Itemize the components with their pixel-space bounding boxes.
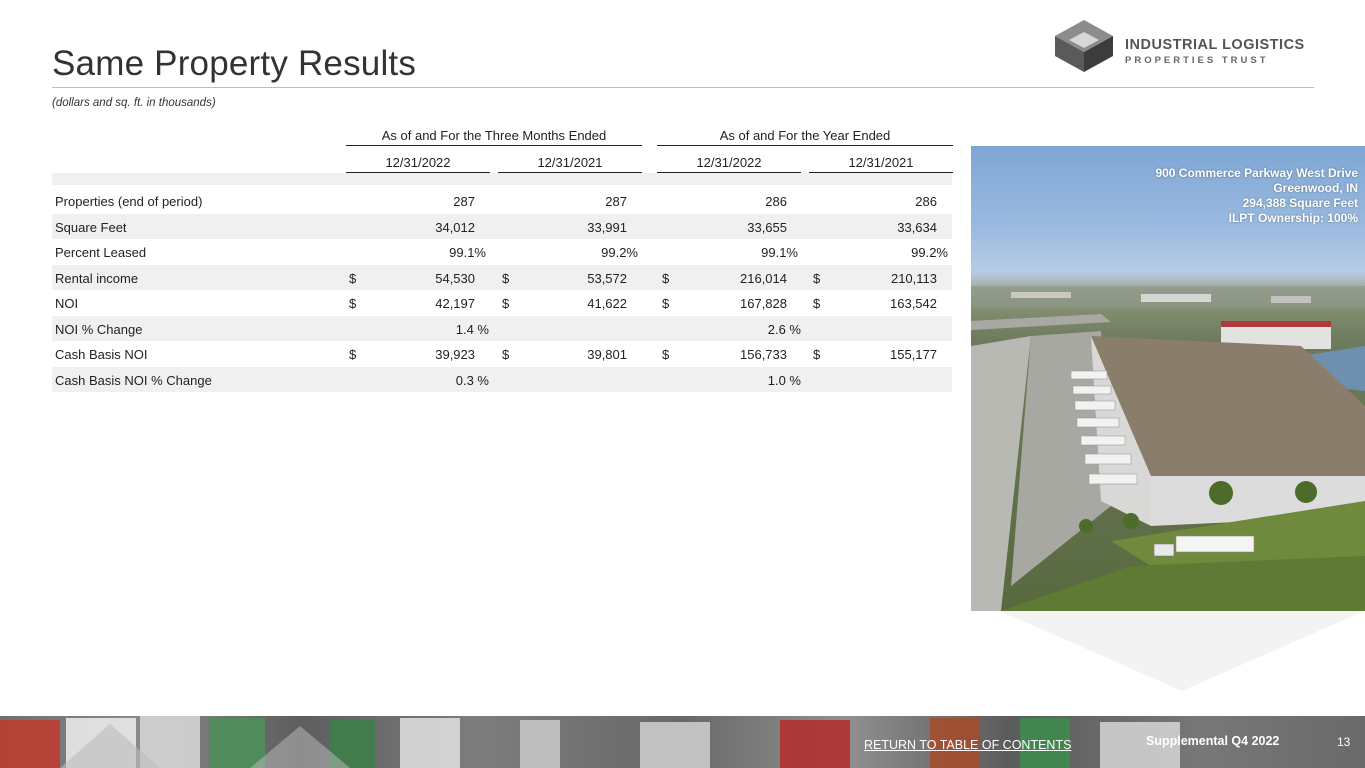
column-header: 12/31/2021	[537, 155, 603, 170]
cell-value: 210,113	[890, 270, 937, 286]
column-header: 12/31/2021	[848, 155, 914, 170]
cell-value: 286	[915, 194, 937, 209]
cell-value: 1.4 %	[455, 321, 489, 337]
cell-value: 42,197	[435, 296, 475, 311]
table-row	[52, 188, 952, 214]
cell-value: 99.1%	[761, 245, 798, 260]
cell-value: 286	[765, 194, 787, 209]
logo-text-secondary: PROPERTIES TRUST	[1125, 55, 1269, 66]
cell-value: 99.2%	[601, 245, 638, 260]
table-row	[52, 239, 952, 265]
cell-value: 99.2%	[911, 245, 948, 260]
currency-symbol: $	[502, 270, 510, 286]
group-rule	[346, 145, 642, 146]
supplemental-label: Supplemental Q4 2022	[1146, 734, 1280, 748]
cell-value: 2.6 %	[767, 321, 801, 337]
table-row	[52, 290, 952, 316]
cell-value: 156,733	[740, 347, 787, 362]
page-title: Same Property Results	[52, 44, 417, 83]
group-header-three-months: As of and For the Three Months Ended	[381, 128, 607, 143]
cell-value: 33,634	[897, 219, 937, 235]
cell-value: 54,530	[435, 270, 475, 286]
row-label: Square Feet	[55, 219, 127, 235]
table-row	[52, 214, 952, 240]
row-label: Properties (end of period)	[55, 194, 203, 209]
cell-value: 33,991	[587, 219, 627, 235]
return-to-toc-link[interactable]: RETURN TO TABLE OF CONTENTS	[864, 738, 1072, 752]
table-row	[52, 316, 952, 342]
currency-symbol: $	[502, 347, 510, 362]
currency-symbol: $	[813, 296, 821, 311]
currency-symbol: $	[502, 296, 510, 311]
row-label: NOI % Change	[55, 321, 143, 337]
row-label: Cash Basis NOI	[55, 347, 148, 362]
logo-text-primary: INDUSTRIAL LOGISTICS	[1125, 37, 1305, 53]
table-spacer-row	[52, 173, 952, 185]
decorative-chevron	[1000, 611, 1364, 691]
currency-symbol: $	[813, 347, 821, 362]
currency-symbol: $	[349, 270, 357, 286]
cell-value: 39,801	[587, 347, 627, 362]
cell-value: 99.1%	[449, 245, 486, 260]
row-label: NOI	[55, 296, 79, 311]
photo-caption-address: 900 Commerce Parkway West Drive	[1155, 166, 1358, 180]
cell-value: 33,655	[747, 219, 787, 235]
cell-value: 216,014	[740, 270, 787, 286]
cell-value: 167,828	[740, 296, 787, 311]
table-row	[52, 367, 952, 393]
currency-symbol: $	[813, 270, 821, 286]
cell-value: 163,542	[890, 296, 937, 311]
footer-banner	[0, 716, 1365, 768]
table-row	[52, 265, 952, 291]
cell-value: 53,572	[587, 270, 627, 286]
photo-caption-square-feet: 294,388 Square Feet	[1242, 196, 1358, 210]
cell-value: 287	[453, 194, 475, 209]
group-rule	[657, 145, 953, 146]
company-logo	[1053, 18, 1323, 76]
property-photo	[971, 146, 1365, 611]
cell-value: 39,923	[435, 347, 475, 362]
currency-symbol: $	[662, 347, 670, 362]
row-label: Percent Leased	[55, 245, 147, 260]
column-header: 12/31/2022	[696, 155, 762, 170]
cell-value: 287	[605, 194, 627, 209]
title-divider	[52, 87, 1314, 88]
photo-caption-ownership: ILPT Ownership: 100%	[1228, 211, 1358, 225]
currency-symbol: $	[349, 296, 357, 311]
page-number: 13	[1337, 735, 1351, 749]
currency-symbol: $	[662, 296, 670, 311]
logo-cube-icon	[1053, 18, 1115, 74]
currency-symbol: $	[349, 347, 357, 362]
cell-value: 34,012	[435, 219, 475, 235]
group-header-year: As of and For the Year Ended	[719, 128, 891, 143]
cell-value: 155,177	[890, 347, 937, 362]
page-subtitle: (dollars and sq. ft. in thousands)	[52, 97, 216, 109]
row-label: Cash Basis NOI % Change	[55, 372, 212, 388]
column-header: 12/31/2022	[385, 155, 451, 170]
row-label: Rental income	[55, 270, 139, 286]
photo-caption	[1155, 166, 1358, 226]
cell-value: 0.3 %	[455, 372, 489, 388]
cell-value: 41,622	[587, 296, 627, 311]
cell-value: 1.0 %	[767, 372, 801, 388]
table-row	[52, 341, 952, 367]
photo-caption-city: Greenwood, IN	[1273, 181, 1358, 195]
currency-symbol: $	[662, 270, 670, 286]
